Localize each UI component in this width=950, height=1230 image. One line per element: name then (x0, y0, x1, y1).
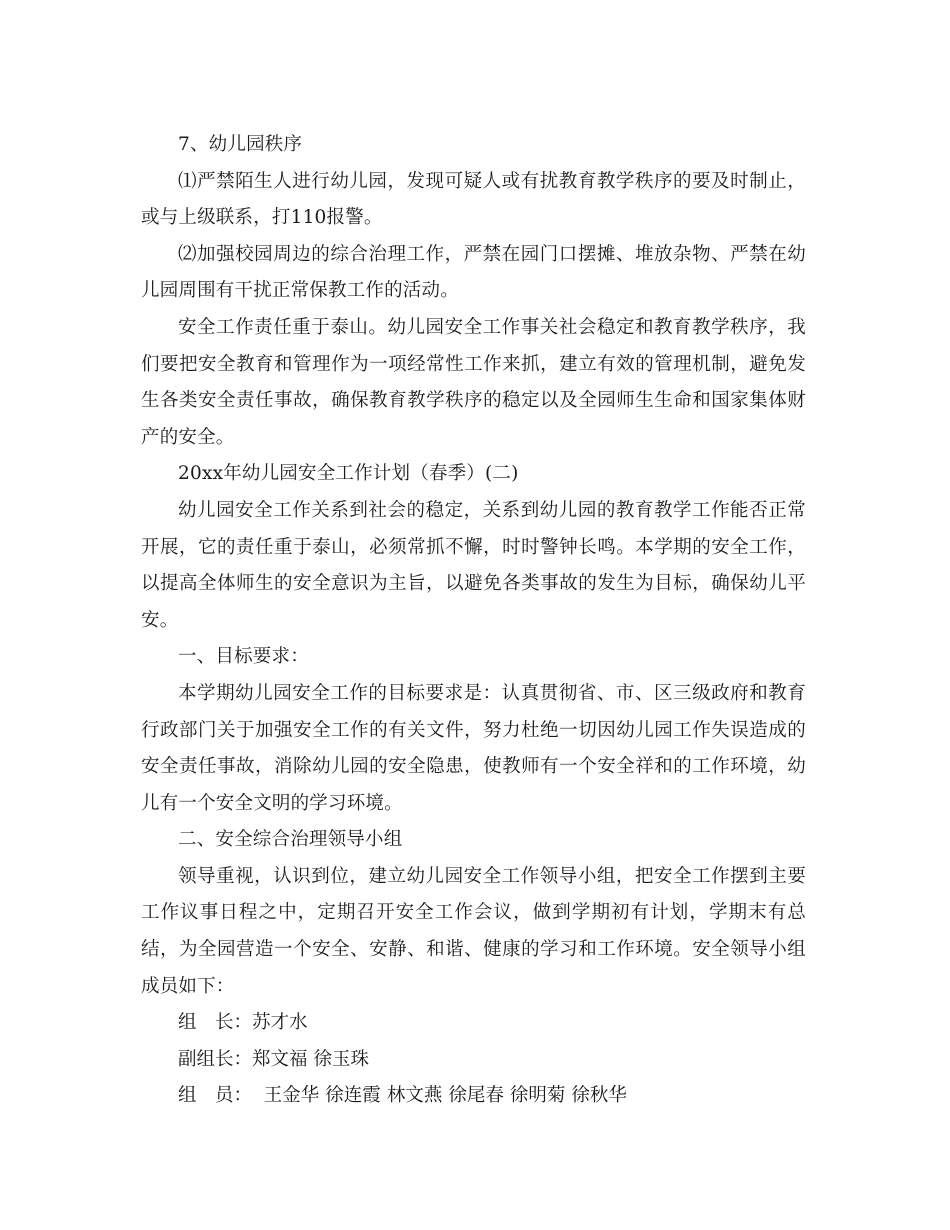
paragraph-plan-intro: 幼儿园安全工作关系到社会的稳定，关系到幼儿园的教育教学工作能否正常开展，它的责任重于泰山，必须常抓不懈，时时警钟长鸣。本学期的安全工作，以提高全体师生的安全意识为主旨，以避免各类事故的发生为目标，确保幼儿平安。 (141, 499, 806, 631)
member-name: 徐尾春 (448, 1085, 504, 1107)
members-names (264, 1085, 633, 1106)
deputy-name: 郑文福 (252, 1048, 308, 1070)
deputy-label: 副组长： (178, 1048, 253, 1070)
paragraph-stranger-rule: ⑴严禁陌生人进行幼儿园，发现可疑人或有扰教育教学秩序的要及时制止，或与上级联系，打110报警。 (141, 170, 806, 229)
member-name: 徐明菊 (509, 1085, 566, 1107)
members-line (141, 1078, 806, 1115)
member-name: 徐连霞 (325, 1085, 381, 1107)
paragraph-safety-responsibility: 安全工作责任重于泰山。幼儿园安全工作事关社会稳定和教育教学秩序，我们要把安全教育和管理作为一项经常性工作来抓，建立有效的管理机制，避免发生各类安全责任事故，确保教育教学秩序的稳定以及全园师生生命和国家集体财产的安全。 (141, 316, 806, 448)
leader-names (252, 1012, 314, 1033)
section-heading-goals: 一、目标要求： (178, 646, 309, 668)
paragraph-campus-surroundings: ⑵加强校园周边的综合治理工作，严禁在园门口摆摊、堆放杂物、严禁在幼儿园周围有干扰正常保教工作的活动。 (141, 243, 806, 302)
deputy-name: 徐玉珠 (313, 1048, 370, 1070)
plan-title: 20xx年幼儿园安全工作计划（春季）(二) (178, 463, 519, 485)
member-name: 林文燕 (386, 1085, 443, 1107)
section-heading-kindergarten-order: 7、幼儿园秩序 (178, 134, 303, 155)
member-name: 王金华 (263, 1085, 320, 1107)
deputy-names (252, 1049, 375, 1070)
leader-name: 苏才水 (252, 1012, 308, 1034)
section-heading-leadership-group: 二、安全综合治理领导小组 (178, 829, 403, 851)
members-label: 组 员： (178, 1085, 253, 1107)
paragraph-goals: 本学期幼儿园安全工作的目标要求是：认真贯彻省、市、区三级政府和教育行政部门关于加强安全工作的有关文件，努力杜绝一切因幼儿园工作失误造成的安全责任事故，消除幼儿园的安全隐患，使教师有一个安全祥和的工作环境，幼儿有一个安全文明的学习环境。 (141, 682, 806, 814)
paragraph-leadership: 领导重视，认识到位，建立幼儿园安全工作领导小组，把安全工作摆到主要工作议事日程之中，定期召开安全工作会议，做到学期初有计划，学期末有总结，为全园营造一个安全、安静、和谐、健康的学习和工作环境。安全领导小组成员如下： (141, 865, 806, 997)
leader-label: 组 长： (178, 1012, 253, 1034)
member-name: 徐秋华 (571, 1085, 627, 1107)
deputy-line (141, 1042, 806, 1079)
leader-line (141, 1005, 806, 1042)
document-body (141, 127, 806, 1115)
